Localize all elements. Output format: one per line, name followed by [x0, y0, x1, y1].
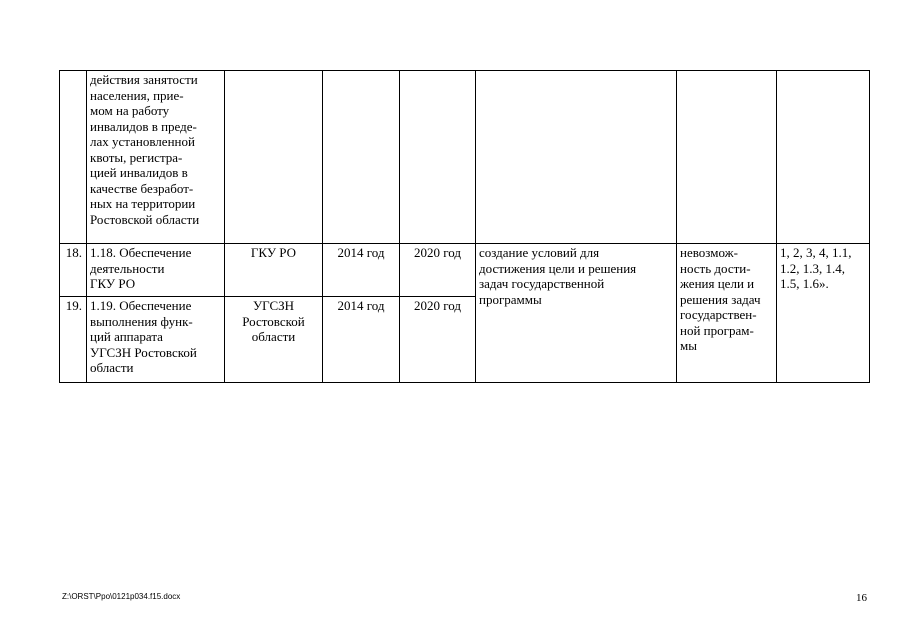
cell-start: 2014 год	[323, 244, 400, 297]
table-row-continuation	[60, 71, 870, 244]
cell-num: 19.	[60, 297, 87, 383]
cell-name: 1.18. Обеспечение деятельности ГКУ РО	[87, 244, 225, 297]
cell-end	[400, 71, 476, 244]
program-table	[59, 70, 870, 383]
cell-start	[323, 71, 400, 244]
cell-executor: ГКУ РО	[225, 244, 323, 297]
cell-result: создание условий для достижения цели и решения задач государственной программы	[476, 244, 677, 383]
cell-executor	[225, 71, 323, 244]
cell-executor: УГСЗН Ростовской области	[225, 297, 323, 383]
cell-name: 1.19. Обеспечение выполнения функ- ций аппарата УГСЗН Ростовской области	[87, 297, 225, 383]
cell-consequences: невозмож- ность дости- жения цели и решения задач государствен- ной програм- мы	[677, 244, 777, 383]
table-row-18	[60, 244, 870, 297]
page-number: 16	[856, 592, 867, 604]
cell-name: действия занятости населения, прие- мом на работу инвалидов в преде- лах установленной квоты, регистра- цией инвалидов в качестве безработ- ных на территории Ростовской области	[87, 71, 225, 244]
cell-links	[777, 71, 870, 244]
cell-end: 2020 год	[400, 244, 476, 297]
cell-consequences	[677, 71, 777, 244]
cell-end: 2020 год	[400, 297, 476, 383]
cell-result	[476, 71, 677, 244]
cell-num: 18.	[60, 244, 87, 297]
cell-num	[60, 71, 87, 244]
cell-start: 2014 год	[323, 297, 400, 383]
footer-file-path: Z:\ORST\Ppo\0121p034.f15.docx	[62, 592, 181, 601]
cell-links: 1, 2, 3, 4, 1.1, 1.2, 1.3, 1.4, 1.5, 1.6».	[777, 244, 870, 383]
